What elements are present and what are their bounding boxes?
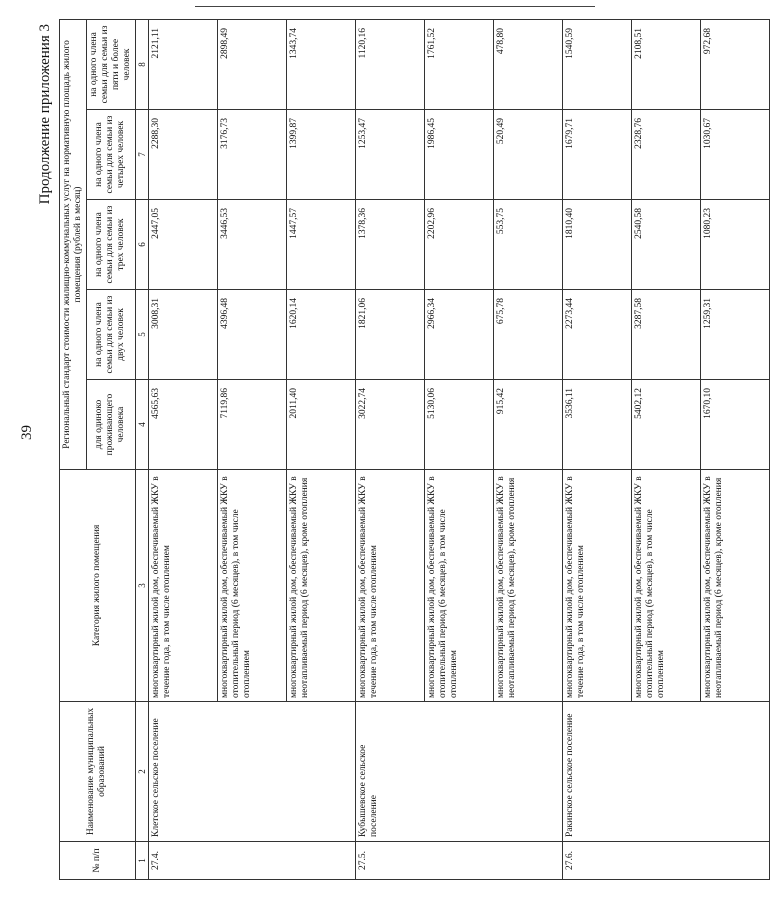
value-cell: 520,49: [493, 110, 562, 200]
continuation-label: Продолжение приложения 3: [37, 24, 53, 205]
value-cell: 2898,49: [217, 19, 286, 109]
value-cell: 1343,74: [286, 19, 355, 109]
value-cell: 1080,23: [700, 200, 769, 290]
value-cell: 1986,45: [424, 110, 493, 200]
value-cell: 3176,73: [217, 110, 286, 200]
value-cell: 2108,51: [631, 19, 700, 109]
value-cell: 1253,47: [355, 110, 424, 200]
row-number: 27.5.: [355, 842, 562, 880]
row-number: 27.4.: [148, 842, 355, 880]
header-sub-single: для одиноко проживающего человека: [86, 380, 135, 470]
table-row: [148, 19, 217, 879]
column-index: 4: [135, 380, 148, 470]
top-rule: [195, 6, 595, 7]
row-number: 27.6.: [562, 842, 769, 880]
value-cell: 2540,58: [631, 200, 700, 290]
value-cell: 3536,11: [562, 380, 631, 470]
table-row: [355, 19, 424, 879]
value-cell: 1761,52: [424, 19, 493, 109]
value-cell: 1399,87: [286, 110, 355, 200]
value-cell: 5130,06: [424, 380, 493, 470]
column-index: 6: [135, 200, 148, 290]
value-cell: 1810,40: [562, 200, 631, 290]
value-cell: 1540,59: [562, 19, 631, 109]
header-category: Категория жилого помещения: [60, 470, 136, 702]
value-cell: 2288,30: [148, 110, 217, 200]
header-municipality: Наименование муниципальных образований: [60, 702, 136, 842]
value-cell: 3022,74: [355, 380, 424, 470]
column-index: 5: [135, 290, 148, 380]
column-index: 2: [135, 702, 148, 842]
column-index-row: [135, 19, 148, 879]
header-sub-two: на одного члена семьи для семьи из двух человек: [86, 290, 135, 380]
value-cell: 675,78: [493, 290, 562, 380]
value-cell: 972,68: [700, 19, 769, 109]
value-cell: 2447,05: [148, 200, 217, 290]
header-standard-title: Региональный стандарт стоимости жилищно-коммунальных услуг на нормативную площадь жилого помещения (рублей в месяц): [60, 19, 87, 469]
value-cell: 3008,31: [148, 290, 217, 380]
header-sub-three: на одного члена семьи для семьи из трех человек: [86, 200, 135, 290]
category-cell: многоквартирный жилой дом, обеспечиваемый ЖКУ в неотапливаемый период (6 месяцев), кроме отопления: [493, 470, 562, 702]
value-cell: 1259,31: [700, 290, 769, 380]
column-index: 1: [135, 842, 148, 880]
value-cell: 478,80: [493, 19, 562, 109]
column-index: 7: [135, 110, 148, 200]
table-row: [562, 19, 631, 879]
page-number: 39: [19, 425, 35, 440]
value-cell: 1670,10: [700, 380, 769, 470]
value-cell: 4565,63: [148, 380, 217, 470]
value-cell: 1447,57: [286, 200, 355, 290]
column-index: 3: [135, 470, 148, 702]
value-cell: 4396,48: [217, 290, 286, 380]
value-cell: 2011,40: [286, 380, 355, 470]
column-index: 8: [135, 19, 148, 109]
header-sub-five-plus: на одного члена семьи для семьи из пяти и более человек: [86, 19, 135, 109]
municipality-name: Ракинское сельское поселение: [562, 702, 769, 842]
value-cell: 2202,96: [424, 200, 493, 290]
value-cell: 1378,36: [355, 200, 424, 290]
value-cell: 553,75: [493, 200, 562, 290]
value-cell: 1120,16: [355, 19, 424, 109]
category-cell: многоквартирный жилой дом, обеспечиваемый ЖКУ в неотапливаемый период (6 месяцев), кроме отопления: [286, 470, 355, 702]
standard-table: [59, 19, 770, 880]
value-cell: 915,42: [493, 380, 562, 470]
category-cell: многоквартирный жилой дом, обеспечиваемый ЖКУ в течение года, в том числе отоплением: [148, 470, 217, 702]
category-cell: многоквартирный жилой дом, обеспечиваемый ЖКУ в отопительный период (6 месяцев), в том числе отоплением: [631, 470, 700, 702]
header-sub-four: на одного члена семьи для семьи из четырех человек: [86, 110, 135, 200]
municipality-name: Клетское сельское поселение: [148, 702, 355, 842]
value-cell: 3287,58: [631, 290, 700, 380]
value-cell: 2966,34: [424, 290, 493, 380]
value-cell: 1620,14: [286, 290, 355, 380]
municipality-name: Кубышевское сельское поселение: [355, 702, 562, 842]
value-cell: 7119,86: [217, 380, 286, 470]
header-num: № п/п: [60, 842, 136, 880]
category-cell: многоквартирный жилой дом, обеспечиваемый ЖКУ в отопительный период (6 месяцев), в том числе отоплением: [424, 470, 493, 702]
value-cell: 2328,76: [631, 110, 700, 200]
value-cell: 1030,67: [700, 110, 769, 200]
value-cell: 1679,71: [562, 110, 631, 200]
value-cell: 2273,44: [562, 290, 631, 380]
category-cell: многоквартирный жилой дом, обеспечиваемый ЖКУ в неотапливаемый период (6 месяцев), кроме отопления: [700, 470, 769, 702]
category-cell: многоквартирный жилой дом, обеспечиваемый ЖКУ в отопительный период (6 месяцев), в том числе отоплением: [217, 470, 286, 702]
value-cell: 1821,06: [355, 290, 424, 380]
value-cell: 2121,11: [148, 19, 217, 109]
value-cell: 5402,12: [631, 380, 700, 470]
rotated-sheet: [35, 20, 724, 880]
category-cell: многоквартирный жилой дом, обеспечиваемый ЖКУ в течение года, в том числе отоплением: [355, 470, 424, 702]
value-cell: 3446,53: [217, 200, 286, 290]
category-cell: многоквартирный жилой дом, обеспечиваемый ЖКУ в течение года, в том числе отоплением: [562, 470, 631, 702]
